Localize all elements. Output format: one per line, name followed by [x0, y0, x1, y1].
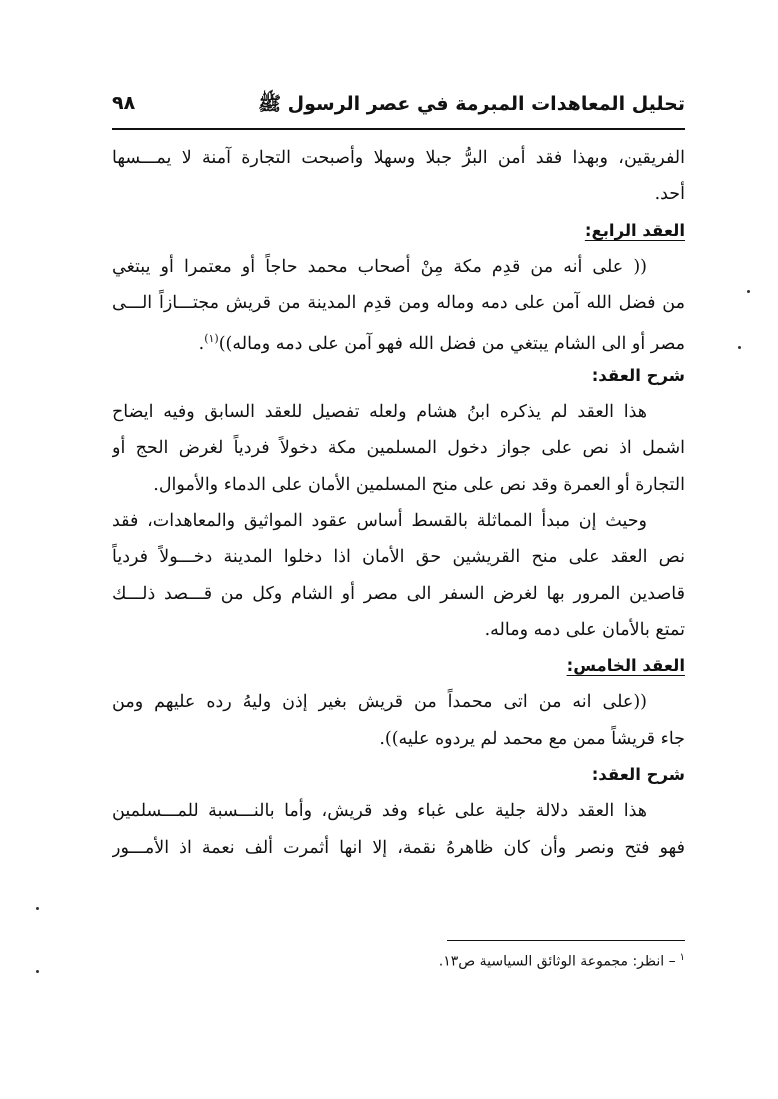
- scan-speck: [747, 290, 750, 293]
- book-title: تحليل المعاهدات المبرمة في عصر الرسول ﷺ: [258, 93, 685, 115]
- paragraph-line: فهو فتح ونصر وأن كان ظاهرهُ نقمة، إلا انها أثمرت ألف نعمة اذ الأمـــور: [112, 837, 685, 858]
- section-heading-text: شرح العقد:: [591, 365, 685, 385]
- treaty-text-line: من فضل الله آمن على دمه وماله ومن قدِم المدينة من قريش مجتـــازاً الـــى: [112, 293, 685, 314]
- paragraph-line: تمتع بالأمان على دمه وماله.: [484, 619, 685, 640]
- paragraph-line: اشمل اذ نص على جواز دخول المسلمين مكة دخولاً فردياً لغرض الحج أو: [112, 438, 685, 459]
- section-heading-text: العقد الرابع:: [584, 220, 685, 240]
- section-heading: [112, 213, 685, 249]
- footnote-text: – انظر: مجموعة الوثائق السياسية ص١٣.: [438, 953, 676, 970]
- paragraph-line: هذا العقد دلالة جلية على غباء وفد قريش، وأما بالنـــسبة للمـــسلمين: [112, 801, 647, 822]
- treaty-text-line: ((على انه من اتى محمداً من قريش بغير إذن وليهُ رده عليهم ومن: [112, 692, 647, 713]
- treaty-text-line: جاء قريشاً ممن مع محمد لم يردوه عليه)).: [379, 728, 685, 749]
- page-number: ٩٨: [112, 92, 136, 114]
- body-text: [112, 140, 685, 866]
- paragraph-line: الفريقين، وبهذا فقد أمن البرُّ جبلا وسهلا وأصبحت التجارة آمنة لا يمـــسها: [112, 148, 685, 168]
- footnote: [439, 952, 685, 970]
- paragraph-line: قاصدين المرور بها لغرض السفر الى مصر أو الشام وكل من قـــصد ذلـــك: [112, 583, 685, 604]
- section-heading-text: العقد الخامس:: [566, 656, 685, 676]
- scan-speck: [36, 970, 39, 973]
- sentence-period: .: [198, 334, 205, 355]
- scan-speck: [738, 346, 741, 349]
- paragraph-line: هذا العقد لم يذكره ابنُ هشام ولعله تفصيل للعقد السابق وفيه ايضاح: [112, 402, 647, 423]
- paragraph-line: التجارة أو العمرة وقد نص على منح المسلمين الأمان على الدماء والأموال.: [153, 474, 685, 495]
- footnote-divider: [447, 940, 685, 941]
- footnote-marker: ١: [679, 952, 685, 963]
- paragraph-line: نص العقد على منح القريشين حق الأمان اذا دخلوا المدينة دخـــولاً فردياً: [112, 547, 685, 568]
- paragraph-line: أحد.: [654, 184, 685, 205]
- section-heading: [112, 757, 685, 793]
- treaty-text-line: [112, 321, 685, 357]
- section-heading: [112, 358, 685, 394]
- treaty-text-end: مصر أو الى الشام يبتغي من فضل الله فهو آمن على دمه وماله)): [218, 334, 685, 355]
- section-heading-text: شرح العقد:: [591, 765, 685, 785]
- footnote-reference: (١): [204, 332, 219, 346]
- running-header: [112, 88, 685, 130]
- scan-speck: [36, 907, 39, 910]
- section-heading: [112, 648, 685, 684]
- treaty-text-line: (( على أنه من قدِم مكة مِنْ أصحاب محمد حاجاً أو معتمرا أو يبتغي: [112, 256, 647, 277]
- paragraph-line: وحيث إن مبدأ المماثلة بالقسط أساس عقود المواثيق والمعاهدات، فقد: [112, 510, 647, 531]
